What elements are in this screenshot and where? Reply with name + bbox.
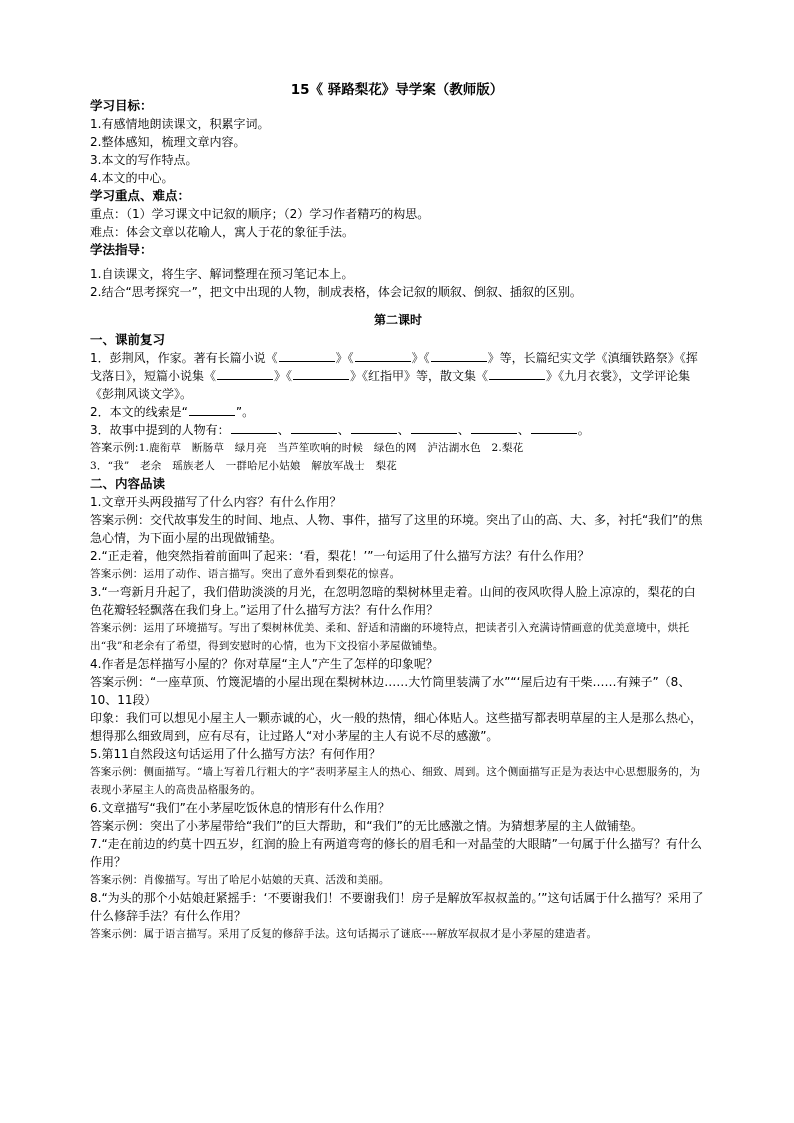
review-q1: 1．彭荆风，作家。著有长篇小说《 》《 》《 》等，长篇纪实文学《滇缅铁路祭》《挥戈落日》，短篇小说集《 》《 》《红指甲》等，散文集《 》《九月衣裳》，文学评论集《彭荆风谈文学》。 — [90, 351, 698, 401]
method-item: 2.结合“思考探究一”，把文中出现的人物，制成表格，体会记叙的顺叙、倒叙、插叙的区别。 — [90, 285, 582, 299]
question: 5.第11自然段这句话运用了什么描写方法？有何作用？ — [90, 747, 381, 761]
answer: 答案示例：突出了小茅屋带给“我们”的巨大帮助，和“我们”的无比感激之情。为猜想茅屋的主人做铺垫。 — [90, 819, 643, 833]
review-q3: 3．故事中提到的人物有： 、 、 、 、 、 。 — [90, 423, 590, 437]
document-title: 15《 驿路梨花》导学案（教师版） — [290, 82, 504, 98]
answer-blank — [431, 349, 487, 362]
answer-blank — [351, 421, 397, 434]
goal-item: 1.有感情地朗读课文，积累字词。 — [90, 117, 270, 131]
answer: 答案示例：运用了动作、语言描写。突出了意外看到梨花的惊喜。 — [90, 568, 401, 580]
answer-blank — [291, 421, 337, 434]
lesson-title: 第二课时 — [373, 313, 422, 327]
difficult-point: 难点：体会文章以花喻人，寓人于花的象征手法。 — [90, 225, 355, 239]
review-answer: 3．“我” 老余 瑶族老人 一群哈尼小姑娘 解放军战士 梨花 — [90, 460, 397, 472]
question: 7.“走在前边的约莫十四五岁，红润的脸上有两道弯弯的修长的眉毛和一对晶莹的大眼睛”一句属于什么描写？有什么作用？ — [90, 837, 702, 869]
answer-blank — [293, 367, 349, 380]
question: 1.文章开头两段描写了什么内容？有什么作用？ — [90, 495, 342, 509]
reading-heading: 二、内容品读 — [90, 476, 166, 491]
answer-blank — [531, 421, 577, 434]
question: 6.文章描写“我们”在小茅屋吃饭休息的情形有什么作用？ — [90, 801, 390, 815]
answer-blank — [489, 367, 545, 380]
answer: 答案示例：交代故事发生的时间、地点、人物、事件，描写了这里的环境。突出了山的高、大、多，衬托“我们”的焦急心情，为下面小屋的出现做铺垫。 — [90, 513, 703, 545]
answer: 答案示例：“一座草顶、竹篾泥墙的小屋出现在梨树林边……大竹筒里装满了水”“‘屋后边有干柴……有辣子”（8、10、11段） — [90, 675, 691, 707]
answer: 答案示例：侧面描写。“墙上写着几行粗大的字”表明茅屋主人的热心、细致、周到。这个侧面描写正是为表达中心思想服务的，为表现小茅屋主人的高贵品格服务的。 — [90, 766, 701, 796]
answer-blank — [217, 367, 273, 380]
key-point: 重点：（1）学习课文中记叙的顺序；（2）学习作者精巧的构思。 — [90, 207, 430, 221]
answer: 印象：我们可以想见小屋主人一颗赤诚的心，火一般的热情，细心体贴人。这些描写都表明草屋的主人是那么热心，想得那么细致周到，应有尽有，让过路人“对小茅屋的主人有说不尽的感激”。 — [90, 711, 703, 743]
review-heading: 一、课前复习 — [90, 332, 166, 347]
answer-blank — [471, 421, 517, 434]
goal-item: 3.本文的写作特点。 — [90, 153, 198, 167]
method-item: 1.自读课文，将生字、解词整理在预习笔记本上。 — [90, 267, 354, 281]
question: 8.“为头的那个小姑娘赶紧摇手：‘不要谢我们！不要谢我们！房子是解放军叔叔盖的。’”这句话属于什么描写？采用了什么修辞手法？有什么作用？ — [90, 891, 704, 923]
answer-blank — [231, 421, 277, 434]
question: 4.作者是怎样描写小屋的？你对草屋“主人”产生了怎样的印象呢？ — [90, 657, 438, 671]
review-q2: 2．本文的线索是“ ”。 — [90, 405, 255, 419]
answer: 答案示例：运用了环境描写。写出了梨树林优美、柔和、舒适和清幽的环境特点，把读者引入充满诗情画意的优美意境中，烘托出“我”和老余有了希望，得到安慰时的心情，也为下文投宿小茅屋做铺垫。 — [90, 622, 690, 652]
method-heading: 学法指导： — [90, 242, 153, 257]
goals-heading: 学习目标： — [90, 98, 153, 113]
goal-item: 4.本文的中心。 — [90, 171, 174, 185]
answer: 答案示例：属于语言描写。采用了反复的修辞手法。这句话揭示了谜底----解放军叔叔才是小茅屋的建造者。 — [90, 928, 598, 940]
answer: 答案示例：肖像描写。写出了哈尼小姑娘的天真、活泼和美丽。 — [90, 874, 390, 886]
review-answer: 答案示例:1.鹿衔草 断肠草 绿月亮 当芦笙吹响的时候 绿色的网 泸沽湖水色 2.梨花 — [90, 441, 524, 454]
answer-blank — [411, 421, 457, 434]
focus-heading: 学习重点、难点： — [90, 188, 191, 203]
goal-item: 2.整体感知，梳理文章内容。 — [90, 135, 246, 149]
answer-blank — [189, 403, 235, 416]
document-body — [90, 97, 706, 943]
question: 2.“正走着，他突然指着前面叫了起来：‘看，梨花！’”一句运用了什么描写方法？有什么作用？ — [90, 549, 590, 563]
answer-blank — [355, 349, 411, 362]
answer-blank — [279, 349, 335, 362]
question: 3.“一弯新月升起了，我们借助淡淡的月光，在忽明忽暗的梨树林里走着。山间的夜风吹得人脸上凉凉的，梨花的白色花瓣轻轻飘落在我们身上。”运用了什么描写方法？有什么作用？ — [90, 585, 696, 617]
